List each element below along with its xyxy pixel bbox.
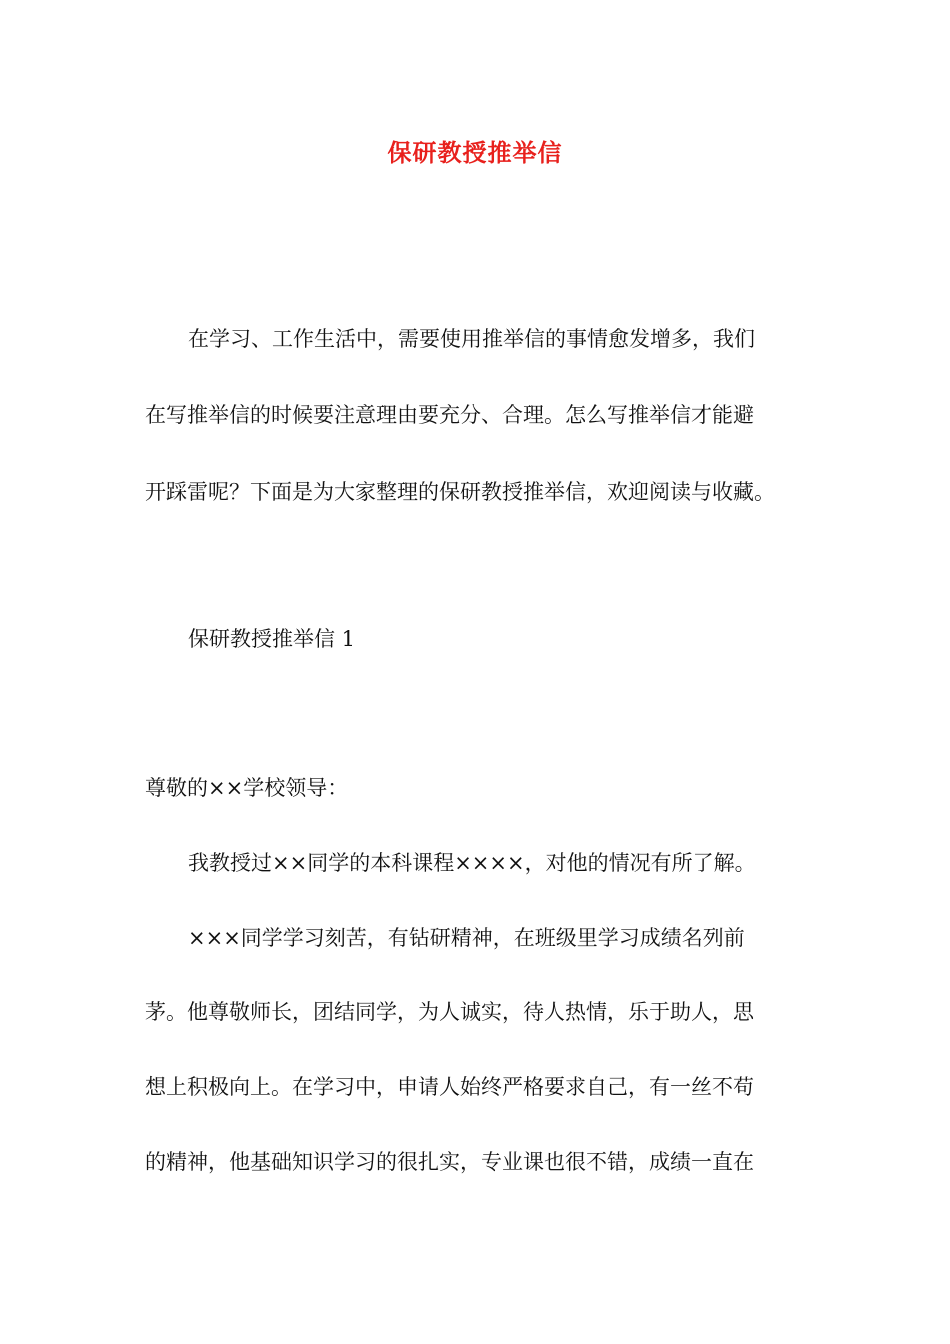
body-line-4: 想上积极向上。在学习中，申请人始终严格要求自己，有一丝不苟 (145, 1075, 754, 1099)
body-line-3: 茅。他尊敬师长，团结同学，为人诚实，待人热情，乐于助人，思 (145, 1000, 754, 1024)
intro-line-2: 在写推举信的时候要注意理由要充分、合理。怎么写推举信才能避 (145, 403, 754, 427)
body-line-5: 的精神，他基础知识学习的很扎实，专业课也很不错，成绩一直在 (145, 1150, 754, 1174)
section-heading: 保研教授推举信 1 (188, 627, 356, 651)
document-title: 保研教授推举信 (387, 138, 563, 167)
body-line-2: ×××同学学习刻苦，有钻研精神，在班级里学习成绩名列前 (188, 926, 745, 950)
body-line-1: 我教授过××同学的本科课程××××，对他的情况有所了解。 (188, 851, 756, 875)
intro-line-1: 在学习、工作生活中，需要使用推举信的事情愈发增多，我们 (188, 327, 755, 351)
intro-line-3: 开踩雷呢？下面是为大家整理的保研教授推举信，欢迎阅读与收藏。 (145, 480, 775, 504)
salutation: 尊敬的××学校领导： (145, 776, 349, 800)
